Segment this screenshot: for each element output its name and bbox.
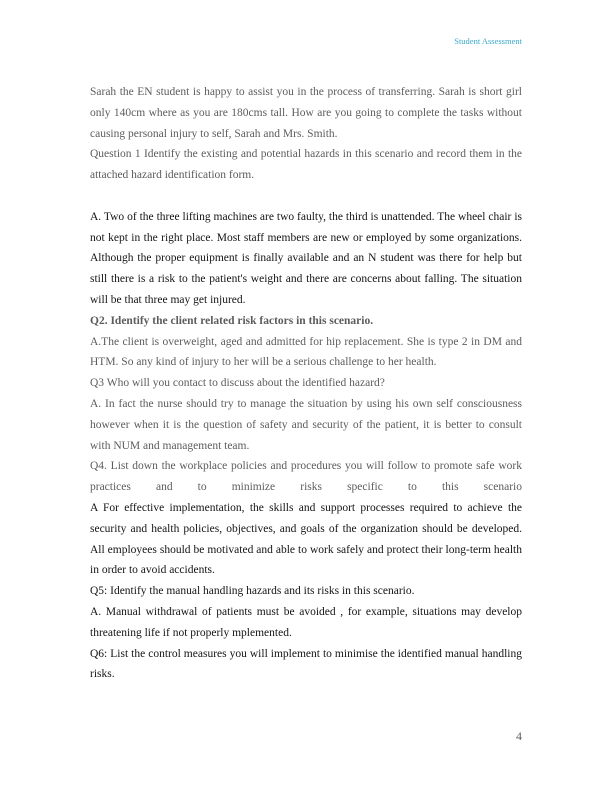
- answer-1: A. Two of the three lifting machines are two faulty, the third is unattended. The wheel chair is not kept in the right place. Most staff members are new or employed by some organizations. Although the proper equipment is finally available and an N student was there for help but still there is a risk to the patient's weight and there are concerns about falling. The situation will be that three may get injured.: [90, 210, 522, 306]
- question-3: Q3 Who will you contact to discuss about the identified hazard?: [90, 377, 385, 390]
- answer-2: A.The client is overweight, aged and admitted for hip replacement. She is type 2 in DM and HTM. So any kind of injury to her will be a serious challenge to her health.: [90, 335, 522, 369]
- answer-5: A. Manual withdrawal of patients must be avoided , for example, situations may develop threatening life if not properly mplemented.: [90, 605, 522, 639]
- question-1: Question 1 Identify the existing and potential hazards in this scenario and record them in the attached hazard identification form.: [90, 148, 522, 182]
- document-body: [90, 82, 522, 685]
- answer-3: A. In fact the nurse should try to manage the situation by using his own self consciousness however when it is the question of safety and security of the patient, it is better to consult with NUM and management team.: [90, 397, 522, 452]
- scenario-paragraph: Sarah the EN student is happy to assist you in the process of transferring. Sarah is short girl only 140cm where as you are 180cms tall. How are you going to complete the tasks without causing personal injury to self, Sarah and Mrs. Smith.: [90, 86, 522, 140]
- blank-line: [90, 186, 522, 207]
- question-2: Q2. Identify the client related risk factors in this scenario.: [90, 314, 374, 327]
- page-number: 4: [516, 729, 522, 743]
- running-header: Student Assessment: [454, 36, 522, 46]
- question-4: Q4. List down the workplace policies and procedures you will follow to promote safe work practices and to minimize risks specific to this scenario: [90, 460, 522, 494]
- question-5: Q5: Identify the manual handling hazards and its risks in this scenario.: [90, 585, 415, 598]
- answer-4: A For effective implementation, the skills and support processes required to achieve the security and health policies, objectives, and goals of the organization should be developed. All employees should be motivated and able to work safely and protect their long-term health in order to avoid accidents.: [90, 501, 522, 577]
- question-6: Q6: List the control measures you will implement to minimise the identified manual handling risks.: [90, 647, 522, 681]
